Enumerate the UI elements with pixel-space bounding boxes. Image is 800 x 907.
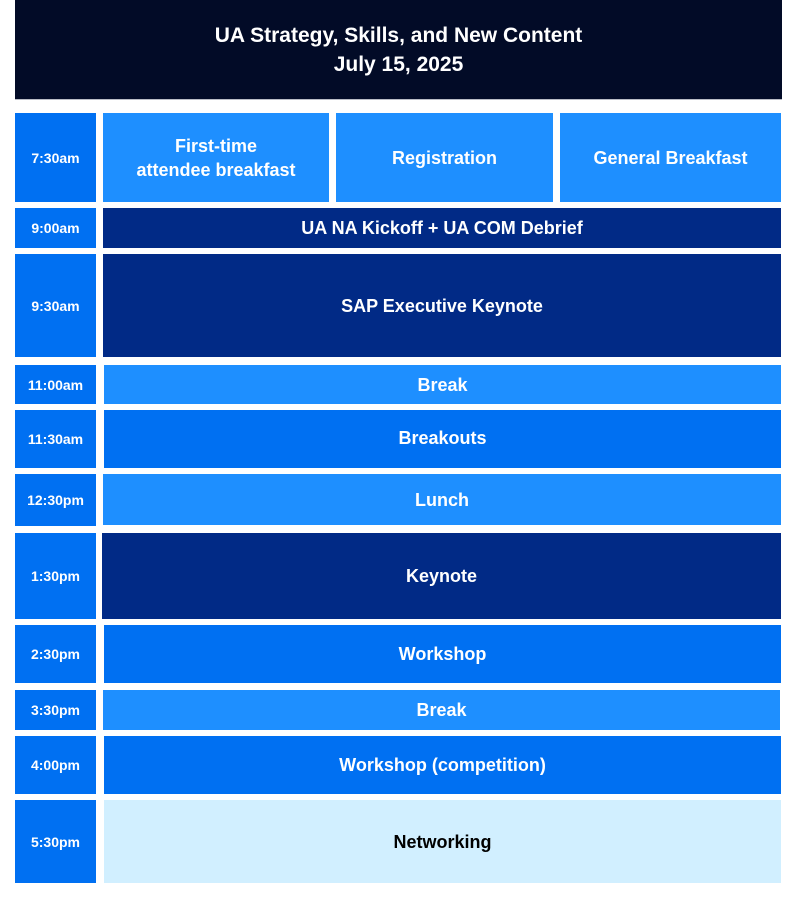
time-slot: 11:00am bbox=[15, 365, 96, 404]
event-lunch: Lunch bbox=[103, 474, 781, 525]
event-networking: Networking bbox=[104, 800, 781, 883]
agenda-date: July 15, 2025 bbox=[333, 52, 464, 76]
agenda-header bbox=[15, 0, 782, 100]
event-general-breakfast: General Breakfast bbox=[560, 113, 781, 202]
event-label-line1: First-time bbox=[174, 135, 257, 156]
event-first-time-attendee-breakfast bbox=[103, 113, 329, 202]
event-label-line2: attendee breakfast bbox=[136, 159, 296, 180]
time-slot: 4:00pm bbox=[15, 736, 96, 794]
time-slot: 11:30am bbox=[15, 410, 96, 468]
time-slot: 7:30am bbox=[15, 113, 96, 202]
time-slot: 2:30pm bbox=[15, 625, 96, 683]
time-slot: 9:30am bbox=[15, 254, 96, 357]
event-workshop: Workshop bbox=[104, 625, 781, 683]
event-break: Break bbox=[104, 365, 781, 404]
event-keynote: Keynote bbox=[102, 533, 781, 619]
time-slot: 5:30pm bbox=[15, 800, 96, 883]
event-break: Break bbox=[103, 690, 780, 730]
time-slot: 1:30pm bbox=[15, 533, 96, 619]
event-kickoff-debrief: UA NA Kickoff + UA COM Debrief bbox=[103, 208, 781, 248]
time-slot: 9:00am bbox=[15, 208, 96, 248]
event-workshop-competition: Workshop (competition) bbox=[104, 736, 781, 794]
event-breakouts: Breakouts bbox=[104, 410, 781, 468]
agenda-title: UA Strategy, Skills, and New Content bbox=[214, 23, 583, 47]
event-registration: Registration bbox=[336, 113, 553, 202]
time-slot: 12:30pm bbox=[15, 474, 96, 526]
time-slot: 3:30pm bbox=[15, 690, 96, 730]
event-sap-executive-keynote: SAP Executive Keynote bbox=[103, 254, 781, 357]
